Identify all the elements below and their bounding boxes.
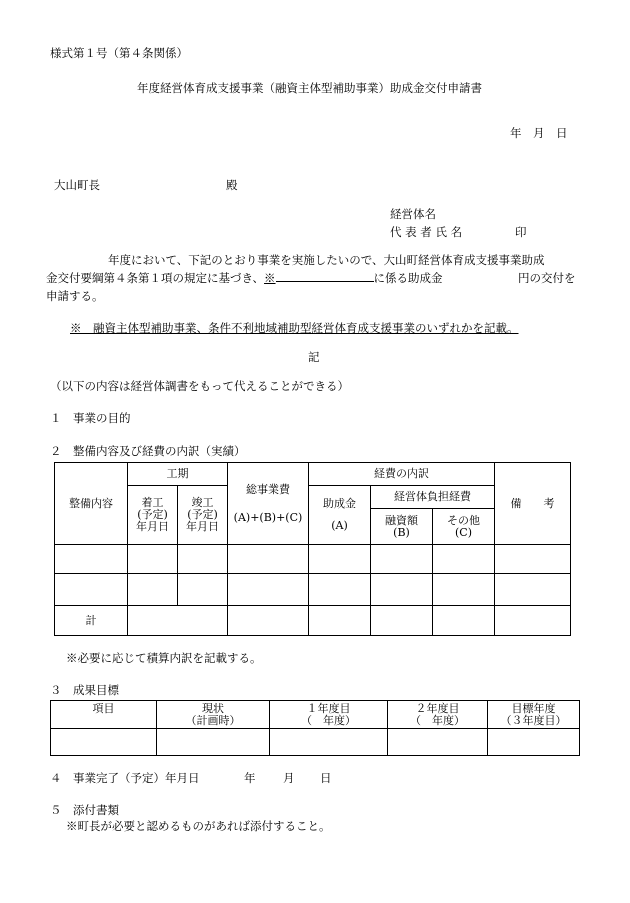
body-line-3: 申請する。 [46,289,104,303]
seal-mark: 印 [515,225,527,239]
loan-label: 融資額 [385,513,418,527]
target-table [50,700,580,756]
year2-sub: （ 年度） [410,713,465,727]
target-label: 目標年度 [511,701,556,715]
other-c: (C) [455,525,473,539]
header-subsidy [309,486,371,545]
section-4-heading: ４ 事業完了（予定）年月日 [50,771,200,785]
header-total-formula: (A)+(B)+(C) [233,510,303,524]
header-other [433,509,495,545]
header-kouki: 工期 [128,463,228,486]
header-year2 [388,701,488,729]
chakko-yotei: (予定) [137,508,168,521]
substitute-note: （以下の内容は経営体調書をもって代えることができる） [50,379,349,393]
year1-sub: （ 年度） [301,713,356,727]
header-total [228,463,309,545]
subsidy-label: 助成金 [323,497,356,510]
header-remarks: 備 考 [495,463,571,545]
header-item: 項目 [51,701,157,729]
addressee-honorific: 殿 [226,178,238,192]
year1-label: １年度目 [306,701,351,715]
org-name-label: 経営体名 [390,207,436,221]
completion-month: 月 [283,771,295,785]
date-line: 年 月 日 [510,126,568,140]
document-title: 年度経営体育成支援事業（融資主体型補助事業）助成金交付申請書 [137,81,482,95]
business-type-blank [276,271,374,282]
section-3-heading: ３ 成果目標 [50,683,119,697]
year2-label: ２年度目 [415,701,460,715]
shunko-yotei: (予定) [187,508,218,521]
header-target-year [488,701,580,729]
chakko-ymd: 年月日 [136,520,169,533]
ki-heading: 記 [308,350,320,364]
other-label: その他 [447,513,481,527]
header-breakdown: 経費の内訳 [309,463,495,486]
total-label: 計 [55,606,128,636]
form-number: 様式第１号（第４条関係） [50,46,188,60]
business-type-note: ※ 融資主体型補助事業、条件不利地域補助型経営体育成支援事業のいずれかを記載。 [70,321,519,335]
body-line-2-subsidy: に係る助成金 [373,271,443,285]
header-shunko [178,486,228,545]
attachment-note: ※町長が必要と認めるものがあれば添付すること。 [66,819,331,833]
completion-year: 年 [244,771,256,785]
header-chakko [128,486,178,545]
target-sub: （３年度目） [500,713,567,727]
loan-b: (B) [393,525,410,539]
body-line-2-text: 金交付要綱第４条第１項の規定に基づき、 [46,271,265,285]
shunko-label: 竣工 [191,496,214,509]
header-current [157,701,270,729]
header-burden: 経営体負担経費 [371,486,495,509]
representative-label: 代 表 者 氏 名 [390,225,463,239]
header-year1 [270,701,388,729]
section-1-heading: １ 事業の目的 [50,411,131,425]
shunko-ymd: 年月日 [186,520,219,533]
header-total-label: 総事業費 [246,482,290,496]
current-label: 現状 [202,701,224,715]
header-loan [371,509,433,545]
business-type-mark: ※ [264,271,276,285]
subsidy-a: (A) [331,519,348,532]
addressee-name: 大山町長 [54,178,100,192]
completion-day: 日 [320,771,332,785]
table-row [55,574,571,606]
table-total-row [55,606,571,636]
body-line-2 [46,270,443,286]
section-2-heading: ２ 整備内容及び経費の内訳（実績） [50,444,246,458]
current-sub: （計画時） [185,713,241,727]
section-5-heading: ５ 添付書類 [50,803,119,817]
expense-table [54,462,571,636]
body-line-2-amount-text: 円の交付を [518,271,576,285]
chakko-label: 着工 [141,496,164,509]
table-row [51,729,580,756]
table-row [55,545,571,574]
header-seibi: 整備内容 [55,463,128,545]
table-note: ※必要に応じて積算内訳を記載する。 [66,651,262,665]
body-line-1: 年度において、下記のとおり事業を実施したいので、大山町経営体育成支援事業助成 [108,253,545,267]
